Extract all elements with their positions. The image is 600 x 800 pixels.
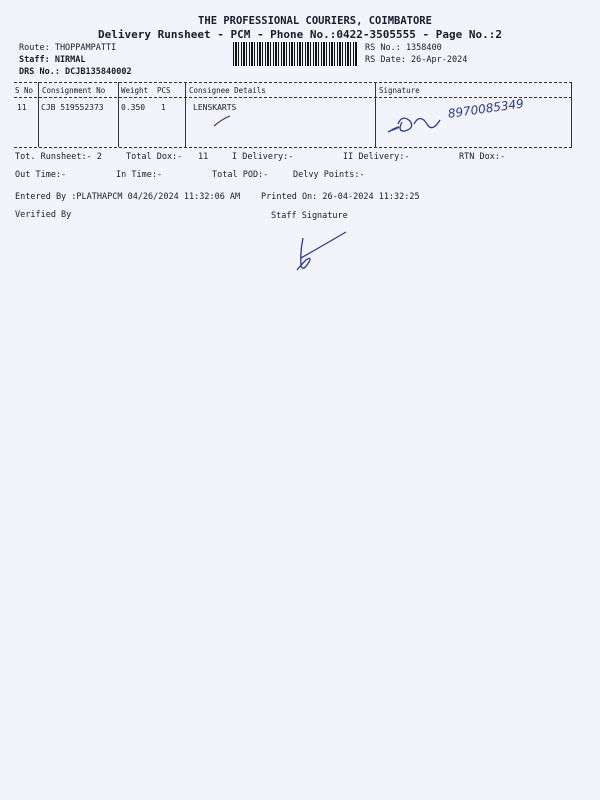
row-weight: 0.350	[121, 103, 146, 112]
rs-number: RS No.: 1358400	[365, 43, 442, 53]
col-header-weight: Weight	[121, 86, 149, 95]
staff-label: Staff: NIRMAL	[19, 55, 86, 65]
in-time: In Time:-	[116, 170, 163, 180]
row-consignee: LENSKARTS	[193, 103, 237, 112]
total-dox-label: Total Dox:-	[126, 152, 183, 162]
drs-number: DRS No.: DCJB135840002	[19, 67, 132, 77]
row-sno: 11	[17, 103, 27, 112]
runsheet-subtitle: Delivery Runsheet - PCM - Phone No.:0422-3505555 - Page No.:2	[98, 28, 502, 41]
signature-phone-note: 8970085349	[447, 96, 525, 121]
col-header-pcs: PCS	[157, 86, 171, 95]
out-time: Out Time:-	[15, 170, 67, 180]
route-label: Route: THOPPAMPATTI	[19, 43, 117, 53]
rtn-dox: RTN Dox:-	[459, 152, 506, 162]
col-header-sno: S No	[15, 86, 34, 95]
entered-by: Entered By :PLATHAPCM 04/26/2024 11:32:06 AM	[15, 192, 241, 202]
tot-runsheet: Tot. Runsheet:- 2	[15, 152, 102, 162]
ii-delivery: II Delivery:-	[343, 152, 410, 162]
col-header-signature: Signature	[379, 86, 420, 95]
i-delivery: I Delivery:-	[232, 152, 294, 162]
total-pod: Total POD:-	[212, 170, 269, 180]
row-pcs: 1	[161, 103, 166, 112]
total-dox-value: 11	[198, 152, 209, 162]
col-header-consignee: Consignee Details	[189, 86, 266, 95]
col-header-consignment: Consignment No	[42, 86, 106, 95]
row-consignment-no: CJB 519552373	[41, 103, 104, 112]
company-title: THE PROFESSIONAL COURIERS, COIMBATORE	[198, 15, 432, 27]
rs-date: RS Date: 26-Apr-2024	[365, 55, 468, 65]
delvy-points: Delvy Points:-	[293, 170, 365, 180]
staff-signature-label: Staff Signature	[271, 211, 348, 221]
printed-on: Printed On: 26-04-2024 11:32:25	[261, 192, 420, 202]
verified-by: Verified By	[15, 210, 72, 220]
